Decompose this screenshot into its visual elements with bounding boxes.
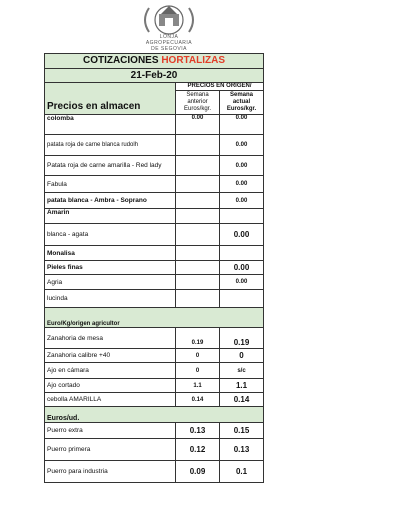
- row-curr: 0.1: [220, 461, 264, 483]
- row-prev: [176, 209, 220, 224]
- logo-line1: LONJA: [159, 34, 179, 40]
- row-curr: 0.00: [220, 176, 264, 193]
- table-title: COTIZACIONES HORTALIZAS: [45, 54, 264, 69]
- row-prev: 0.00: [176, 115, 220, 135]
- row-prev: [176, 246, 220, 261]
- row-curr: 1.1: [220, 379, 264, 393]
- table-date: 21-Feb-20: [45, 69, 264, 83]
- row-prev: 0: [176, 349, 220, 363]
- header-prev: Semana anterior Euros/kgr.: [176, 91, 220, 115]
- row-curr: 0.13: [220, 439, 264, 461]
- row-prev: 1.1: [176, 379, 220, 393]
- row-label: Pieles finas: [45, 261, 176, 275]
- row-curr: 0.15: [220, 423, 264, 439]
- row-curr: 0.00: [220, 224, 264, 246]
- price-table: [44, 53, 264, 483]
- header-curr: Semana actual Euros/kgr.: [220, 91, 264, 115]
- row-label: patata blanca - Ambra - Soprano: [45, 193, 176, 209]
- row-label: lucinda: [45, 290, 176, 308]
- row-curr: 0.00: [220, 193, 264, 209]
- row-label: Fabula: [45, 176, 176, 193]
- row-prev: 0.12: [176, 439, 220, 461]
- row-prev: [176, 135, 220, 156]
- row-curr: 0: [220, 349, 264, 363]
- row-curr: [220, 209, 264, 224]
- row-label: Agria: [45, 275, 176, 290]
- row-curr: 0.19: [220, 328, 264, 349]
- logo-line3: DE SEGOVIA: [151, 46, 187, 52]
- row-prev: [176, 193, 220, 209]
- logo-line2: AGROPECUARIA: [145, 40, 193, 46]
- row-label: Puerro para industria: [45, 461, 176, 483]
- row-label: Patata roja de carne amarilla - Red lady: [45, 156, 176, 176]
- row-label: Ajo cortado: [45, 379, 176, 393]
- row-label: Ajo en cámara: [45, 363, 176, 379]
- row-prev: [176, 275, 220, 290]
- row-curr: 0.00: [220, 156, 264, 176]
- row-label: Zanahoria calibre +40: [45, 349, 176, 363]
- row-prev: [176, 290, 220, 308]
- row-prev: 0.19: [176, 328, 220, 349]
- row-prev: 0.09: [176, 461, 220, 483]
- row-prev: 0: [176, 363, 220, 379]
- header-group: PRECIOS EN ORIGEN/: [176, 83, 264, 91]
- row-label: Puerro primera: [45, 439, 176, 461]
- row-label: cebolla AMARILLA: [45, 393, 176, 407]
- row-curr: [220, 246, 264, 261]
- row-label: Puerro extra: [45, 423, 176, 439]
- header-left: Precios en almacen: [45, 83, 176, 115]
- section-header: Euro/Kg/origen agricultor: [45, 308, 264, 328]
- row-label: blanca - agata: [45, 224, 176, 246]
- row-curr: [220, 290, 264, 308]
- row-prev: [176, 156, 220, 176]
- row-curr: 0.00: [220, 115, 264, 135]
- row-label: Zanahoria de mesa: [45, 328, 176, 349]
- row-curr: 0.00: [220, 275, 264, 290]
- section-header: Euros/ud.: [45, 407, 264, 423]
- row-prev: [176, 261, 220, 275]
- row-curr: 0.14: [220, 393, 264, 407]
- row-label: Amarin: [45, 209, 176, 224]
- row-curr: s/c: [220, 363, 264, 379]
- row-curr: 0.00: [220, 135, 264, 156]
- row-label: Monalisa: [45, 246, 176, 261]
- row-curr: 0.00: [220, 261, 264, 275]
- row-prev: [176, 224, 220, 246]
- row-prev: [176, 176, 220, 193]
- row-label: patata roja de carne blanca rudolh: [45, 135, 176, 156]
- row-prev: 0.14: [176, 393, 220, 407]
- row-prev: 0.13: [176, 423, 220, 439]
- row-label: colomba: [45, 115, 176, 135]
